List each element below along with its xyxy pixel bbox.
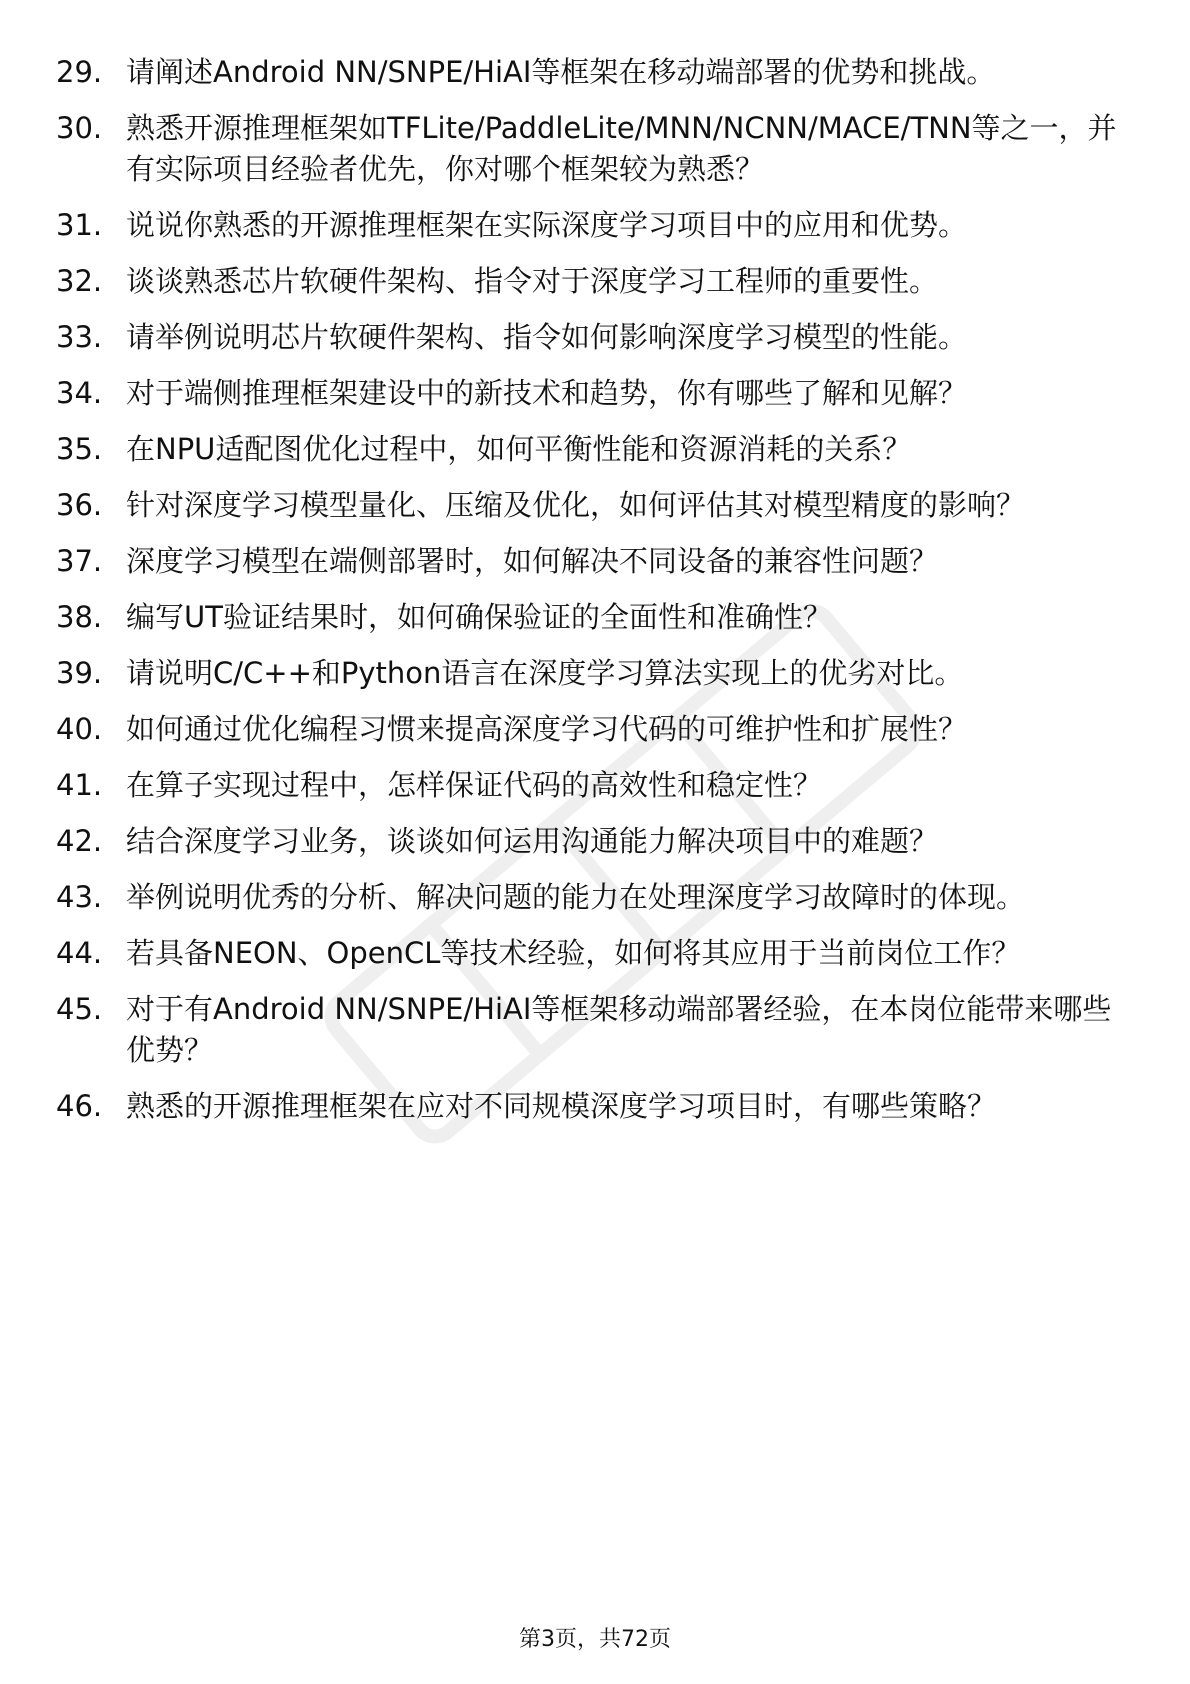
question-list bbox=[56, 52, 1136, 1142]
list-item bbox=[56, 205, 1136, 246]
question-text: 熟悉开源推理框架如TFLite/PaddleLite/MNN/NCNN/MACE/TNN等之一，并有实际项目经验者优先，你对哪个框架较为熟悉？ bbox=[126, 111, 1117, 186]
question-text: 在算子实现过程中，怎样保证代码的高效性和稳定性？ bbox=[126, 768, 823, 802]
question-number: 36. bbox=[56, 488, 103, 522]
list-item bbox=[56, 541, 1136, 582]
question-number: 37. bbox=[56, 544, 103, 578]
list-item bbox=[56, 52, 1136, 93]
question-number: 29. bbox=[56, 55, 103, 89]
question-number: 38. bbox=[56, 600, 103, 634]
question-number: 30. bbox=[56, 111, 103, 145]
question-number: 41. bbox=[56, 768, 103, 802]
list-item bbox=[56, 933, 1136, 974]
question-text: 对于有Android NN/SNPE/HiAI等框架移动端部署经验，在本岗位能带来哪些优势？ bbox=[126, 992, 1112, 1067]
question-text: 举例说明优秀的分析、解决问题的能力在处理深度学习故障时的体现。 bbox=[126, 880, 1026, 914]
list-item bbox=[56, 108, 1136, 190]
list-item bbox=[56, 597, 1136, 638]
question-number: 44. bbox=[56, 936, 103, 970]
question-text: 请说明C/C++和Python语言在深度学习算法实现上的优劣对比。 bbox=[126, 656, 964, 690]
question-number: 33. bbox=[56, 320, 103, 354]
question-number: 39. bbox=[56, 656, 103, 690]
list-item bbox=[56, 317, 1136, 358]
list-item bbox=[56, 877, 1136, 918]
list-item bbox=[56, 485, 1136, 526]
question-number: 31. bbox=[56, 208, 103, 242]
question-text: 针对深度学习模型量化、压缩及优化，如何评估其对模型精度的影响？ bbox=[126, 488, 1026, 522]
list-item bbox=[56, 709, 1136, 750]
question-text: 若具备NEON、OpenCL等技术经验，如何将其应用于当前岗位工作？ bbox=[126, 936, 1021, 970]
question-text: 结合深度学习业务，谈谈如何运用沟通能力解决项目中的难题？ bbox=[126, 824, 939, 858]
question-number: 45. bbox=[56, 992, 103, 1026]
question-text: 说说你熟悉的开源推理框架在实际深度学习项目中的应用和优势。 bbox=[126, 208, 968, 242]
list-item bbox=[56, 1086, 1136, 1127]
question-number: 35. bbox=[56, 432, 103, 466]
question-text: 如何通过优化编程习惯来提高深度学习代码的可维护性和扩展性？ bbox=[126, 712, 968, 746]
question-text: 深度学习模型在端侧部署时，如何解决不同设备的兼容性问题？ bbox=[126, 544, 939, 578]
list-item bbox=[56, 821, 1136, 862]
question-text: 在NPU适配图优化过程中，如何平衡性能和资源消耗的关系？ bbox=[126, 432, 912, 466]
question-text: 编写UT验证结果时，如何确保验证的全面性和准确性？ bbox=[126, 600, 832, 634]
question-number: 34. bbox=[56, 376, 103, 410]
list-item bbox=[56, 429, 1136, 470]
question-number: 43. bbox=[56, 880, 103, 914]
list-item bbox=[56, 373, 1136, 414]
question-number: 42. bbox=[56, 824, 103, 858]
list-item bbox=[56, 653, 1136, 694]
question-text: 请阐述Android NN/SNPE/HiAI等框架在移动端部署的优势和挑战。 bbox=[126, 55, 996, 89]
list-item bbox=[56, 989, 1136, 1071]
question-number: 32. bbox=[56, 264, 103, 298]
list-item bbox=[56, 261, 1136, 302]
question-number: 46. bbox=[56, 1089, 103, 1123]
question-text: 请举例说明芯片软硬件架构、指令如何影响深度学习模型的性能。 bbox=[126, 320, 968, 354]
question-text: 谈谈熟悉芯片软硬件架构、指令对于深度学习工程师的重要性。 bbox=[126, 264, 939, 298]
question-text: 对于端侧推理框架建设中的新技术和趋势，你有哪些了解和见解？ bbox=[126, 376, 968, 410]
page-number-footer: 第3页，共72页 bbox=[519, 1627, 671, 1652]
question-text: 熟悉的开源推理框架在应对不同规模深度学习项目时，有哪些策略？ bbox=[126, 1089, 997, 1123]
list-item bbox=[56, 765, 1136, 806]
question-number: 40. bbox=[56, 712, 103, 746]
